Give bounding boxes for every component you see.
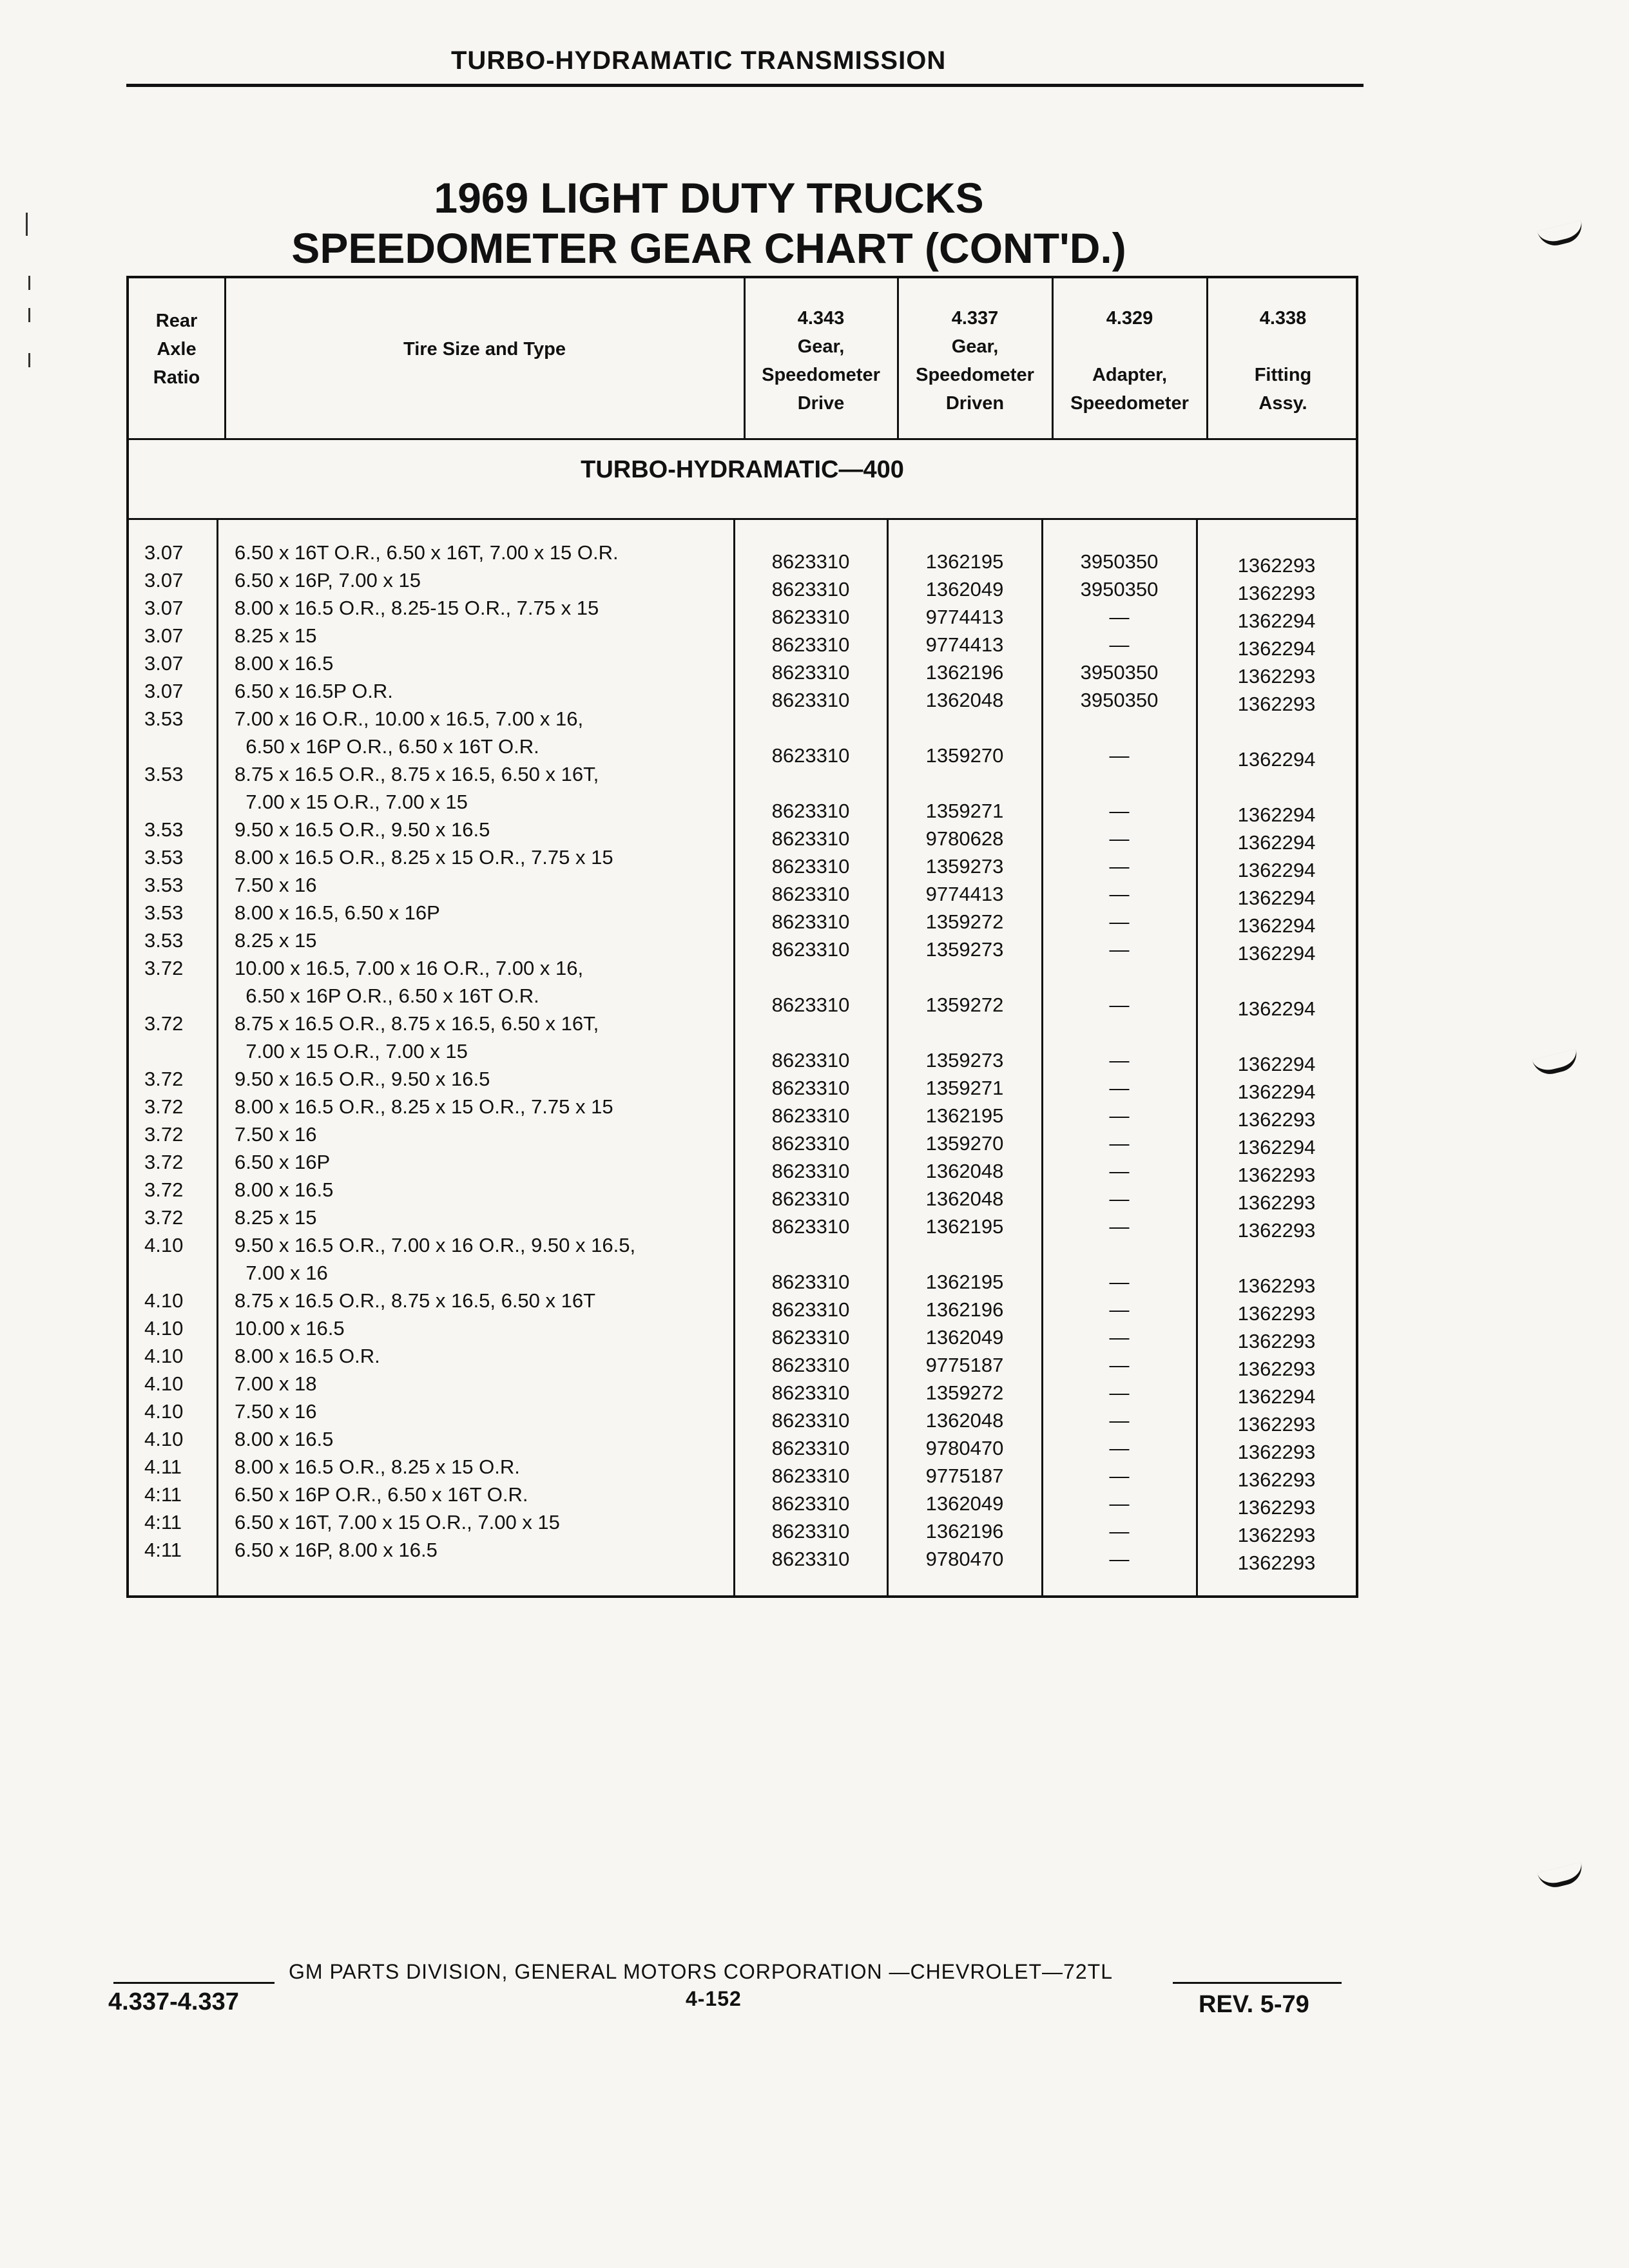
tire-size-line: 6.50 x 16T, 7.00 x 15 O.R., 7.00 x 15 <box>235 1511 560 1533</box>
speedometer-drive-gear: 8623310 <box>771 1437 850 1459</box>
speedometer-driven-gear: 9775187 <box>925 1465 1004 1487</box>
speedometer-adapter: — <box>1109 994 1130 1016</box>
rear-axle-ratio: 4.10 <box>144 1428 184 1450</box>
speedometer-adapter: — <box>1109 744 1130 767</box>
fitting-assembly: 1362293 <box>1237 1164 1316 1186</box>
speedometer-drive-gear: 8623310 <box>771 1548 850 1570</box>
rear-axle-ratio: 4.10 <box>144 1400 184 1423</box>
section-title: TURBO-HYDRAMATIC—400 <box>581 456 904 483</box>
speedometer-drive-gear: 8623310 <box>771 1187 850 1210</box>
speedometer-driven-gear: 9780470 <box>925 1437 1004 1459</box>
fitting-assembly: 1362293 <box>1237 1219 1316 1242</box>
speedometer-drive-gear: 8623310 <box>771 606 850 628</box>
speedometer-drive-gear: 8623310 <box>771 1465 850 1487</box>
speedometer-drive-gear: 8623310 <box>771 1520 850 1542</box>
speedometer-driven-gear: 1362196 <box>925 1520 1004 1542</box>
col-header-drive: 4.343 Gear, Speedometer Drive <box>762 308 880 414</box>
rear-axle-ratio: 3.72 <box>144 957 184 979</box>
col-header-fitting: 4.338 Fitting Assy. <box>1254 308 1312 414</box>
rear-axle-ratio: 3.07 <box>144 569 184 591</box>
speedometer-driven-gear: 1359271 <box>925 1077 1004 1099</box>
speedometer-driven-gear: 1362048 <box>925 1160 1004 1182</box>
speedometer-adapter: — <box>1109 1132 1130 1155</box>
speedometer-adapter: — <box>1109 1298 1130 1321</box>
rear-axle-ratio: 3.72 <box>144 1068 184 1090</box>
speedometer-driven-gear: 1362049 <box>925 578 1004 601</box>
speedometer-driven-gear: 1359272 <box>925 1381 1004 1404</box>
rear-axle-ratio: 3.07 <box>144 680 184 702</box>
speedometer-adapter: — <box>1109 1520 1130 1542</box>
tire-size-line: 6.50 x 16P, 8.00 x 16.5 <box>235 1539 438 1561</box>
tire-size-line: 8.75 x 16.5 O.R., 8.75 x 16.5, 6.50 x 16T <box>235 1289 596 1312</box>
fitting-assembly: 1362293 <box>1237 1496 1316 1519</box>
rear-axle-ratio: 4.11 <box>144 1456 182 1478</box>
rear-axle-ratio: 3.72 <box>144 1123 184 1146</box>
fitting-assembly: 1362294 <box>1237 887 1316 909</box>
fitting-assembly: 1362294 <box>1237 997 1316 1020</box>
speedometer-drive-gear: 8623310 <box>771 1215 850 1238</box>
tire-size-line: 6.50 x 16.5P O.R. <box>235 680 393 702</box>
speedometer-drive-gear: 8623310 <box>771 550 850 573</box>
speedometer-driven-gear: 1359273 <box>925 938 1004 961</box>
speedometer-adapter: — <box>1109 855 1130 878</box>
speedometer-driven-gear: 9774413 <box>925 633 1004 656</box>
speedometer-adapter: — <box>1109 910 1130 933</box>
fitting-assembly: 1362294 <box>1237 1385 1316 1408</box>
speedometer-gear-table <box>126 276 1358 1598</box>
rear-axle-ratio: 4.10 <box>144 1289 184 1312</box>
footer-left-code: 4.337-4.337 <box>108 1988 239 2015</box>
speedometer-adapter: 3950350 <box>1080 689 1159 711</box>
fitting-assembly: 1362294 <box>1237 1053 1316 1075</box>
tire-size-line: 6.50 x 16P O.R., 6.50 x 16T O.R. <box>235 985 539 1007</box>
tire-size-line: 6.50 x 16P <box>235 1151 331 1173</box>
tire-size-line: 7.00 x 15 O.R., 7.00 x 15 <box>235 791 468 813</box>
rear-axle-ratio: 4:11 <box>144 1483 182 1506</box>
col-header-adapter: 4.329 Adapter, Speedometer <box>1070 308 1189 414</box>
speedometer-driven-gear: 1362195 <box>925 1271 1004 1293</box>
speedometer-drive-gear: 8623310 <box>771 578 850 601</box>
tire-size-line: 8.00 x 16.5 O.R., 8.25 x 15 O.R., 7.75 x 15 <box>235 1095 613 1118</box>
rear-axle-ratio: 3.72 <box>144 1151 184 1173</box>
tire-size-line: 10.00 x 16.5 <box>235 1317 345 1340</box>
tire-size-line: 7.50 x 16 <box>235 874 317 896</box>
fitting-assembly: 1362293 <box>1237 1524 1316 1546</box>
speedometer-driven-gear: 1362048 <box>925 1409 1004 1432</box>
speedometer-adapter: — <box>1109 1160 1130 1182</box>
fitting-assembly: 1362293 <box>1237 665 1316 687</box>
tire-size-line: 6.50 x 16T O.R., 6.50 x 16T, 7.00 x 15 O.R. <box>235 541 619 564</box>
tire-size-line: 9.50 x 16.5 O.R., 9.50 x 16.5 <box>235 818 490 841</box>
tire-size-line: 8.00 x 16.5 O.R., 8.25-15 O.R., 7.75 x 15 <box>235 597 599 619</box>
speedometer-driven-gear: 1362195 <box>925 1215 1004 1238</box>
speedometer-adapter: — <box>1109 1187 1130 1210</box>
tire-size-line: 7.50 x 16 <box>235 1400 317 1423</box>
fitting-assembly: 1362294 <box>1237 859 1316 881</box>
rear-axle-ratio: 3.53 <box>144 874 184 896</box>
tire-size-line: 8.25 x 15 <box>235 929 317 952</box>
rear-axle-ratio: 4.10 <box>144 1345 184 1367</box>
speedometer-driven-gear: 1362196 <box>925 661 1004 684</box>
fitting-assembly: 1362294 <box>1237 748 1316 771</box>
speedometer-drive-gear: 8623310 <box>771 1298 850 1321</box>
speedometer-drive-gear: 8623310 <box>771 1160 850 1182</box>
speedometer-driven-gear: 9774413 <box>925 606 1004 628</box>
tire-size-line: 8.75 x 16.5 O.R., 8.75 x 16.5, 6.50 x 16T, <box>235 763 599 785</box>
speedometer-driven-gear: 1359272 <box>925 910 1004 933</box>
speedometer-adapter: — <box>1109 1354 1130 1376</box>
tire-size-line: 6.50 x 16P O.R., 6.50 x 16T O.R. <box>235 1483 528 1506</box>
speedometer-adapter: 3950350 <box>1080 550 1159 573</box>
rear-axle-ratio: 3.53 <box>144 818 184 841</box>
speedometer-drive-gear: 8623310 <box>771 1077 850 1099</box>
rear-axle-ratio: 3.07 <box>144 652 184 675</box>
rear-axle-ratio: 3.72 <box>144 1012 184 1035</box>
rear-axle-ratio: 4:11 <box>144 1539 182 1561</box>
fitting-assembly: 1362294 <box>1237 610 1316 632</box>
tire-size-line: 7.00 x 18 <box>235 1372 317 1395</box>
rear-axle-ratio: 3.07 <box>144 541 184 564</box>
rear-axle-ratio: 3.53 <box>144 901 184 924</box>
fitting-assembly: 1362294 <box>1237 1081 1316 1103</box>
speedometer-drive-gear: 8623310 <box>771 855 850 878</box>
speedometer-driven-gear: 1359270 <box>925 744 1004 767</box>
rear-axle-ratio: 4.10 <box>144 1372 184 1395</box>
page-title-line-2: SPEEDOMETER GEAR CHART (CONT'D.) <box>291 224 1126 272</box>
col-header-tire: Tire Size and Type <box>403 339 566 360</box>
speedometer-adapter: — <box>1109 606 1130 628</box>
rear-axle-ratio: 4.10 <box>144 1317 184 1340</box>
speedometer-driven-gear: 9780628 <box>925 827 1004 850</box>
speedometer-adapter: 3950350 <box>1080 578 1159 601</box>
col-header-driven: 4.337 Gear, Speedometer Driven <box>916 308 1034 414</box>
fitting-assembly: 1362294 <box>1237 831 1316 854</box>
fitting-assembly: 1362293 <box>1237 1468 1316 1491</box>
page-title <box>258 173 1160 273</box>
speedometer-drive-gear: 8623310 <box>771 883 850 905</box>
col-header-ratio: Rear Axle Ratio <box>153 311 200 388</box>
footer-rule-left <box>113 1982 275 1984</box>
binding-mark <box>26 213 28 236</box>
speedometer-adapter: — <box>1109 938 1130 961</box>
page-title-line-1: 1969 LIGHT DUTY TRUCKS <box>434 174 984 222</box>
tire-size-line: 7.00 x 16 O.R., 10.00 x 16.5, 7.00 x 16, <box>235 707 584 730</box>
speedometer-drive-gear: 8623310 <box>771 938 850 961</box>
speedometer-driven-gear: 1359271 <box>925 800 1004 822</box>
fitting-assembly: 1362294 <box>1237 942 1316 965</box>
rear-axle-ratio: 3.72 <box>144 1095 184 1118</box>
speedometer-drive-gear: 8623310 <box>771 1326 850 1349</box>
speedometer-driven-gear: 1359270 <box>925 1132 1004 1155</box>
tire-size-line: 8.00 x 16.5 O.R., 8.25 x 15 O.R. <box>235 1456 520 1478</box>
speedometer-drive-gear: 8623310 <box>771 800 850 822</box>
speedometer-drive-gear: 8623310 <box>771 744 850 767</box>
footer-page-number: 4-152 <box>686 1987 742 2010</box>
section-divider <box>129 518 1356 520</box>
footer-rule-right <box>1173 1982 1342 1984</box>
speedometer-driven-gear: 1359273 <box>925 855 1004 878</box>
tire-size-line: 7.00 x 16 <box>235 1262 328 1284</box>
speedometer-driven-gear: 9775187 <box>925 1354 1004 1376</box>
tire-size-line: 7.00 x 15 O.R., 7.00 x 15 <box>235 1040 468 1062</box>
fitting-assembly: 1362293 <box>1237 1191 1316 1214</box>
fitting-assembly: 1362294 <box>1237 803 1316 826</box>
speedometer-driven-gear: 9774413 <box>925 883 1004 905</box>
speedometer-adapter: — <box>1109 1548 1130 1570</box>
binding-mark <box>28 276 30 290</box>
tire-size-line: 8.00 x 16.5 <box>235 1178 334 1201</box>
tire-size-line: 8.00 x 16.5 O.R. <box>235 1345 380 1367</box>
speedometer-adapter: — <box>1109 633 1130 656</box>
rear-axle-ratio: 3.53 <box>144 929 184 952</box>
tire-size-line: 9.50 x 16.5 O.R., 9.50 x 16.5 <box>235 1068 490 1090</box>
speedometer-driven-gear: 1362196 <box>925 1298 1004 1321</box>
speedometer-adapter: 3950350 <box>1080 661 1159 684</box>
speedometer-driven-gear: 1362195 <box>925 550 1004 573</box>
speedometer-drive-gear: 8623310 <box>771 1409 850 1432</box>
speedometer-adapter: — <box>1109 1049 1130 1072</box>
tire-size-line: 8.75 x 16.5 O.R., 8.75 x 16.5, 6.50 x 16T, <box>235 1012 599 1035</box>
speedometer-adapter: — <box>1109 1409 1130 1432</box>
binding-hole-mark <box>1532 1049 1581 1078</box>
tire-size-line: 10.00 x 16.5, 7.00 x 16 O.R., 7.00 x 16, <box>235 957 584 979</box>
tire-size-line: 9.50 x 16.5 O.R., 7.00 x 16 O.R., 9.50 x 16.5, <box>235 1234 636 1256</box>
footer-revision: REV. 5-79 <box>1199 1991 1309 2018</box>
speedometer-adapter: — <box>1109 1215 1130 1238</box>
header-title: TURBO-HYDRAMATIC TRANSMISSION <box>451 46 947 75</box>
speedometer-adapter: — <box>1109 1104 1130 1127</box>
tire-size-line: 6.50 x 16P O.R., 6.50 x 16T O.R. <box>235 735 539 758</box>
tire-size-line: 8.00 x 16.5 <box>235 1428 334 1450</box>
fitting-assembly: 1362293 <box>1237 554 1316 577</box>
speedometer-drive-gear: 8623310 <box>771 1132 850 1155</box>
binding-hole-mark <box>1537 220 1586 249</box>
rear-axle-ratio: 3.53 <box>144 707 184 730</box>
fitting-assembly: 1362293 <box>1237 582 1316 604</box>
fitting-assembly: 1362293 <box>1237 1441 1316 1463</box>
speedometer-adapter: — <box>1109 1437 1130 1459</box>
header-rule <box>126 84 1364 87</box>
rear-axle-ratio: 3.53 <box>144 763 184 785</box>
rear-axle-ratio: 3.07 <box>144 597 184 619</box>
binding-mark <box>28 353 30 367</box>
tire-size-line: 8.25 x 15 <box>235 624 317 647</box>
fitting-assembly: 1362294 <box>1237 637 1316 660</box>
speedometer-driven-gear: 1362049 <box>925 1492 1004 1515</box>
speedometer-adapter: — <box>1109 1077 1130 1099</box>
speedometer-driven-gear: 1362048 <box>925 689 1004 711</box>
tire-size-line: 8.25 x 15 <box>235 1206 317 1229</box>
speedometer-drive-gear: 8623310 <box>771 910 850 933</box>
speedometer-drive-gear: 8623310 <box>771 689 850 711</box>
speedometer-driven-gear: 1362195 <box>925 1104 1004 1127</box>
fitting-assembly: 1362294 <box>1237 914 1316 937</box>
speedometer-adapter: — <box>1109 1381 1130 1404</box>
speedometer-drive-gear: 8623310 <box>771 661 850 684</box>
speedometer-adapter: — <box>1109 883 1130 905</box>
speedometer-driven-gear: 9780470 <box>925 1548 1004 1570</box>
binding-mark <box>28 308 30 322</box>
speedometer-drive-gear: 8623310 <box>771 1492 850 1515</box>
fitting-assembly: 1362293 <box>1237 1274 1316 1297</box>
header-divider <box>129 438 1356 440</box>
fitting-assembly: 1362293 <box>1237 1358 1316 1380</box>
speedometer-adapter: — <box>1109 1465 1130 1487</box>
speedometer-adapter: — <box>1109 827 1130 850</box>
rear-axle-ratio: 3.53 <box>144 846 184 869</box>
rear-axle-ratio: 3.07 <box>144 624 184 647</box>
speedometer-drive-gear: 8623310 <box>771 994 850 1016</box>
speedometer-adapter: — <box>1109 1326 1130 1349</box>
speedometer-adapter: — <box>1109 800 1130 822</box>
tire-size-line: 8.00 x 16.5 O.R., 8.25 x 15 O.R., 7.75 x 15 <box>235 846 613 869</box>
speedometer-driven-gear: 1362048 <box>925 1187 1004 1210</box>
speedometer-drive-gear: 8623310 <box>771 1049 850 1072</box>
rear-axle-ratio: 4.10 <box>144 1234 184 1256</box>
speedometer-driven-gear: 1359272 <box>925 994 1004 1016</box>
rear-axle-ratio: 3.72 <box>144 1206 184 1229</box>
speedometer-drive-gear: 8623310 <box>771 1271 850 1293</box>
fitting-assembly: 1362293 <box>1237 1552 1316 1574</box>
fitting-assembly: 1362293 <box>1237 1302 1316 1325</box>
rear-axle-ratio: 3.72 <box>144 1178 184 1201</box>
tire-size-line: 8.00 x 16.5, 6.50 x 16P <box>235 901 440 924</box>
speedometer-adapter: — <box>1109 1492 1130 1515</box>
fitting-assembly: 1362294 <box>1237 1136 1316 1158</box>
speedometer-drive-gear: 8623310 <box>771 633 850 656</box>
tire-size-line: 8.00 x 16.5 <box>235 652 334 675</box>
speedometer-driven-gear: 1359273 <box>925 1049 1004 1072</box>
speedometer-drive-gear: 8623310 <box>771 1354 850 1376</box>
binding-hole-mark <box>1537 1862 1586 1891</box>
speedometer-driven-gear: 1362049 <box>925 1326 1004 1349</box>
fitting-assembly: 1362293 <box>1237 693 1316 715</box>
speedometer-adapter: — <box>1109 1271 1130 1293</box>
tire-size-line: 7.50 x 16 <box>235 1123 317 1146</box>
fitting-assembly: 1362293 <box>1237 1108 1316 1131</box>
tire-size-line: 6.50 x 16P, 7.00 x 15 <box>235 569 421 591</box>
rear-axle-ratio: 4:11 <box>144 1511 182 1533</box>
speedometer-drive-gear: 8623310 <box>771 1381 850 1404</box>
speedometer-drive-gear: 8623310 <box>771 827 850 850</box>
speedometer-drive-gear: 8623310 <box>771 1104 850 1127</box>
footer-publisher: GM PARTS DIVISION, GENERAL MOTORS CORPORATION —CHEVROLET—72TL <box>289 1960 1113 1983</box>
fitting-assembly: 1362293 <box>1237 1413 1316 1436</box>
fitting-assembly: 1362293 <box>1237 1330 1316 1352</box>
